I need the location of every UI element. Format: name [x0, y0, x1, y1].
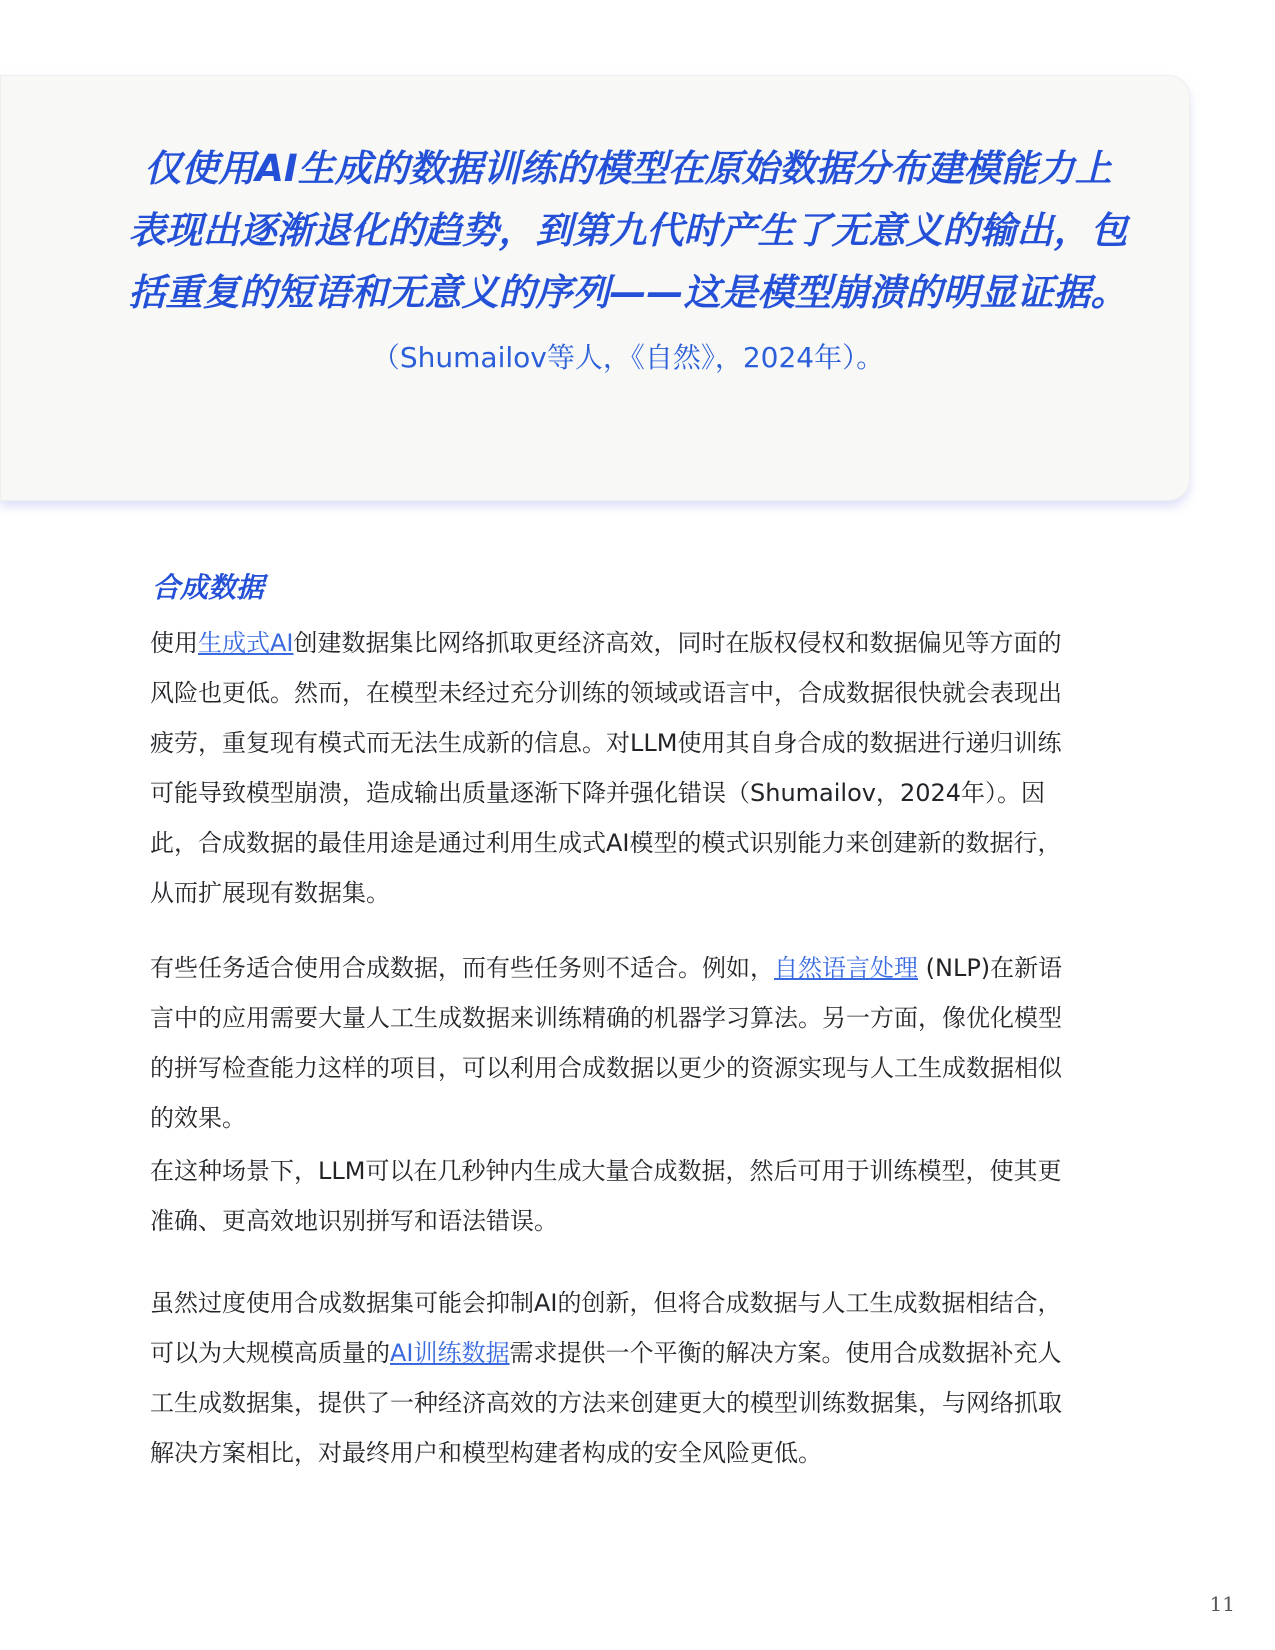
paragraph-text: 虽然过度使用合成数据集可能会抑制AI的创新，但将合成数据与人工生成数据相结合，可以为大规模高质量的: [150, 1289, 1062, 1367]
paragraph-task-suitability: [150, 943, 1080, 1143]
section-title: 合成数据: [152, 571, 265, 604]
paragraph-text: 使用: [150, 629, 198, 657]
pull-quote: [128, 138, 1128, 389]
ai-training-data-link[interactable]: AI训练数据: [390, 1339, 510, 1367]
generative-ai-link[interactable]: 生成式AI: [198, 629, 294, 657]
quote-text: 仅使用AI生成的数据训练的模型在原始数据分布建模能力上表现出逐渐退化的趋势，到第九代时产生了无意义的输出，包括重复的短语和无意义的序列——这是模型崩溃的明显证据。: [128, 147, 1128, 314]
nlp-link[interactable]: 自然语言处理: [774, 954, 918, 982]
paragraph-conclusion: [150, 1278, 1080, 1478]
paragraph-text: 需求提供一个平衡的解决方案。使用合成数据补充人工生成数据集，提供了一种经济高效的方法来创建更大的模型训练数据集，与网络抓取解决方案相比，对最终用户和模型构建者构成的安全风险更低。: [150, 1339, 1062, 1467]
page-number: 11: [1209, 1592, 1235, 1616]
paragraph-synthetic-data-intro: [150, 618, 1080, 918]
quote-citation: （Shumailov等人，《自然》，2024年）。: [371, 341, 885, 374]
paragraph-text: 有些任务适合使用合成数据，而有些任务则不适合。例如，: [150, 954, 774, 982]
paragraph-text: (NLP)在新语言中的应用需要大量人工生成数据来训练精确的机器学习算法。另一方面，像优化模型的拼写检查能力这样的项目，可以利用合成数据以更少的资源实现与人工生成数据相似的效果。: [150, 954, 1063, 1132]
paragraph-text: 创建数据集比网络抓取更经济高效，同时在版权侵权和数据偏见等方面的风险也更低。然而，在模型未经过充分训练的领域或语言中，合成数据很快就会表现出疲劳，重复现有模式而无法生成新的信息。对LLM使用其自身合成的数据进行递归训练可能导致模型崩溃，造成输出质量逐渐下降并强化错误（Shumailov，2024年）。因此，合成数据的最佳用途是通过利用生成式AI模型的模式识别能力来创建新的数据行，从而扩展现有数据集。: [150, 629, 1062, 907]
paragraph-llm-scenario: 在这种场景下，LLM可以在几秒钟内生成大量合成数据，然后可用于训练模型，使其更准确、更高效地识别拼写和语法错误。: [150, 1157, 1062, 1235]
